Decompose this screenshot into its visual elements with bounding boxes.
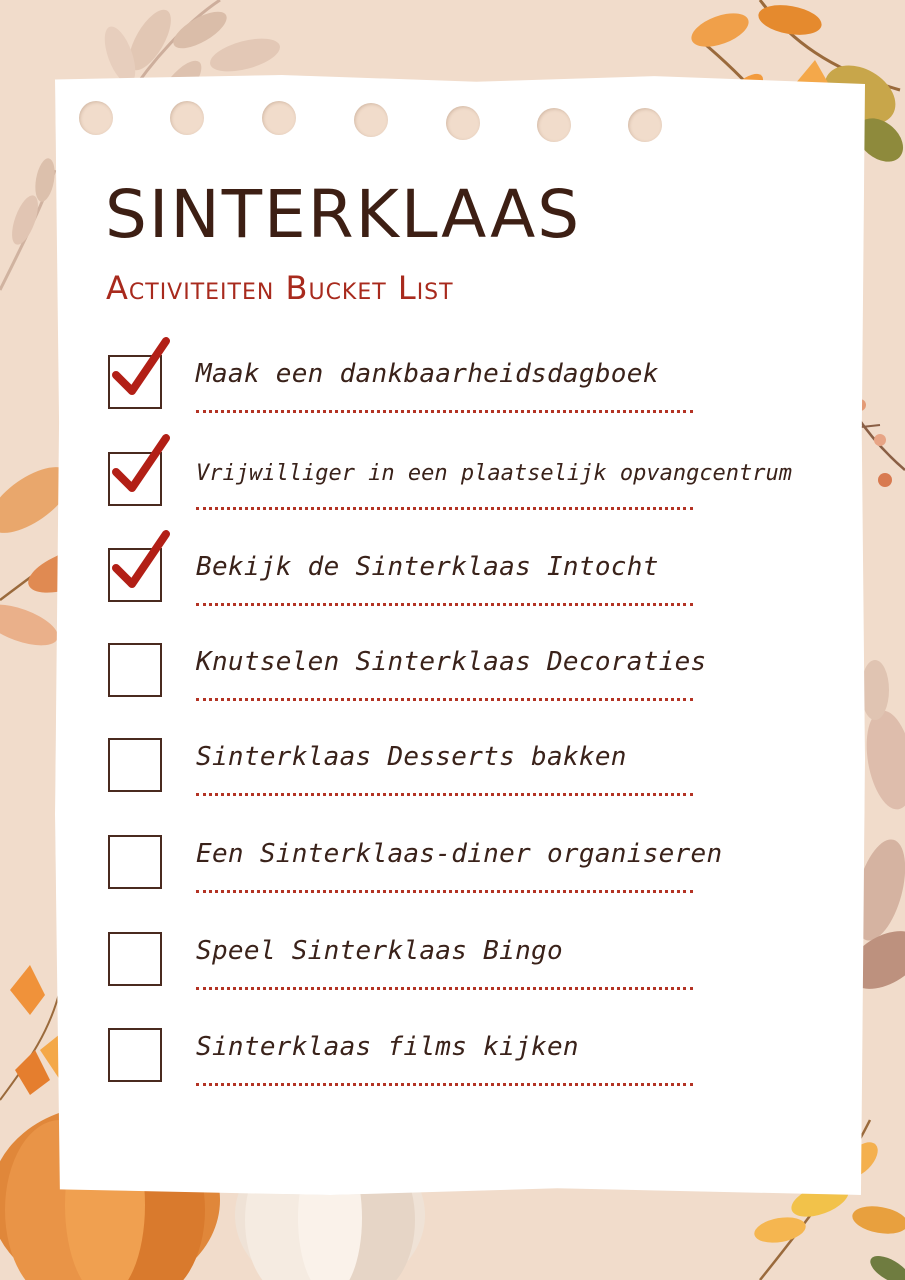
checkbox[interactable] xyxy=(108,355,162,409)
punch-hole xyxy=(628,108,662,142)
punch-hole xyxy=(354,103,388,137)
dotted-underline xyxy=(196,507,693,510)
list-item xyxy=(0,548,905,628)
punch-hole xyxy=(170,101,204,135)
left-branch-illustration xyxy=(0,157,58,290)
page-title: SINTERKLAAS xyxy=(105,176,582,253)
dotted-underline xyxy=(196,793,693,796)
list-item-label: Vrijwilliger in een plaatselijk opvangcentrum xyxy=(196,461,793,486)
list-item xyxy=(0,932,905,1012)
punch-hole xyxy=(446,106,480,140)
dotted-underline xyxy=(196,698,693,701)
list-item xyxy=(0,355,905,435)
punch-hole xyxy=(537,108,571,142)
checkbox[interactable] xyxy=(108,835,162,889)
dotted-underline xyxy=(196,987,693,990)
checkbox[interactable] xyxy=(108,1028,162,1082)
dotted-underline xyxy=(196,890,693,893)
list-item-label: Een Sinterklaas-diner organiseren xyxy=(196,839,723,869)
checkbox[interactable] xyxy=(108,932,162,986)
list-item xyxy=(0,835,905,915)
list-item-label: Bekijk de Sinterklaas Intocht xyxy=(196,552,659,582)
list-item-label: Sinterklaas films kijken xyxy=(196,1032,579,1062)
dotted-underline xyxy=(196,1083,693,1086)
dotted-underline xyxy=(196,603,693,606)
punch-hole xyxy=(79,101,113,135)
list-item-label: Maak een dankbaarheidsdagboek xyxy=(196,359,659,389)
checkbox[interactable] xyxy=(108,452,162,506)
dotted-underline xyxy=(196,410,693,413)
checkbox[interactable] xyxy=(108,738,162,792)
list-item-label: Knutselen Sinterklaas Decoraties xyxy=(196,647,707,677)
list-item xyxy=(0,1028,905,1108)
list-item xyxy=(0,738,905,818)
list-item-label: Sinterklaas Desserts bakken xyxy=(196,742,627,772)
punch-hole xyxy=(262,101,296,135)
checkbox[interactable] xyxy=(108,548,162,602)
list-item xyxy=(0,643,905,723)
list-item xyxy=(0,452,905,532)
list-item-label: Speel Sinterklaas Bingo xyxy=(196,936,563,966)
page-subtitle: Activiteiten Bucket List xyxy=(106,269,454,307)
checkbox[interactable] xyxy=(108,643,162,697)
